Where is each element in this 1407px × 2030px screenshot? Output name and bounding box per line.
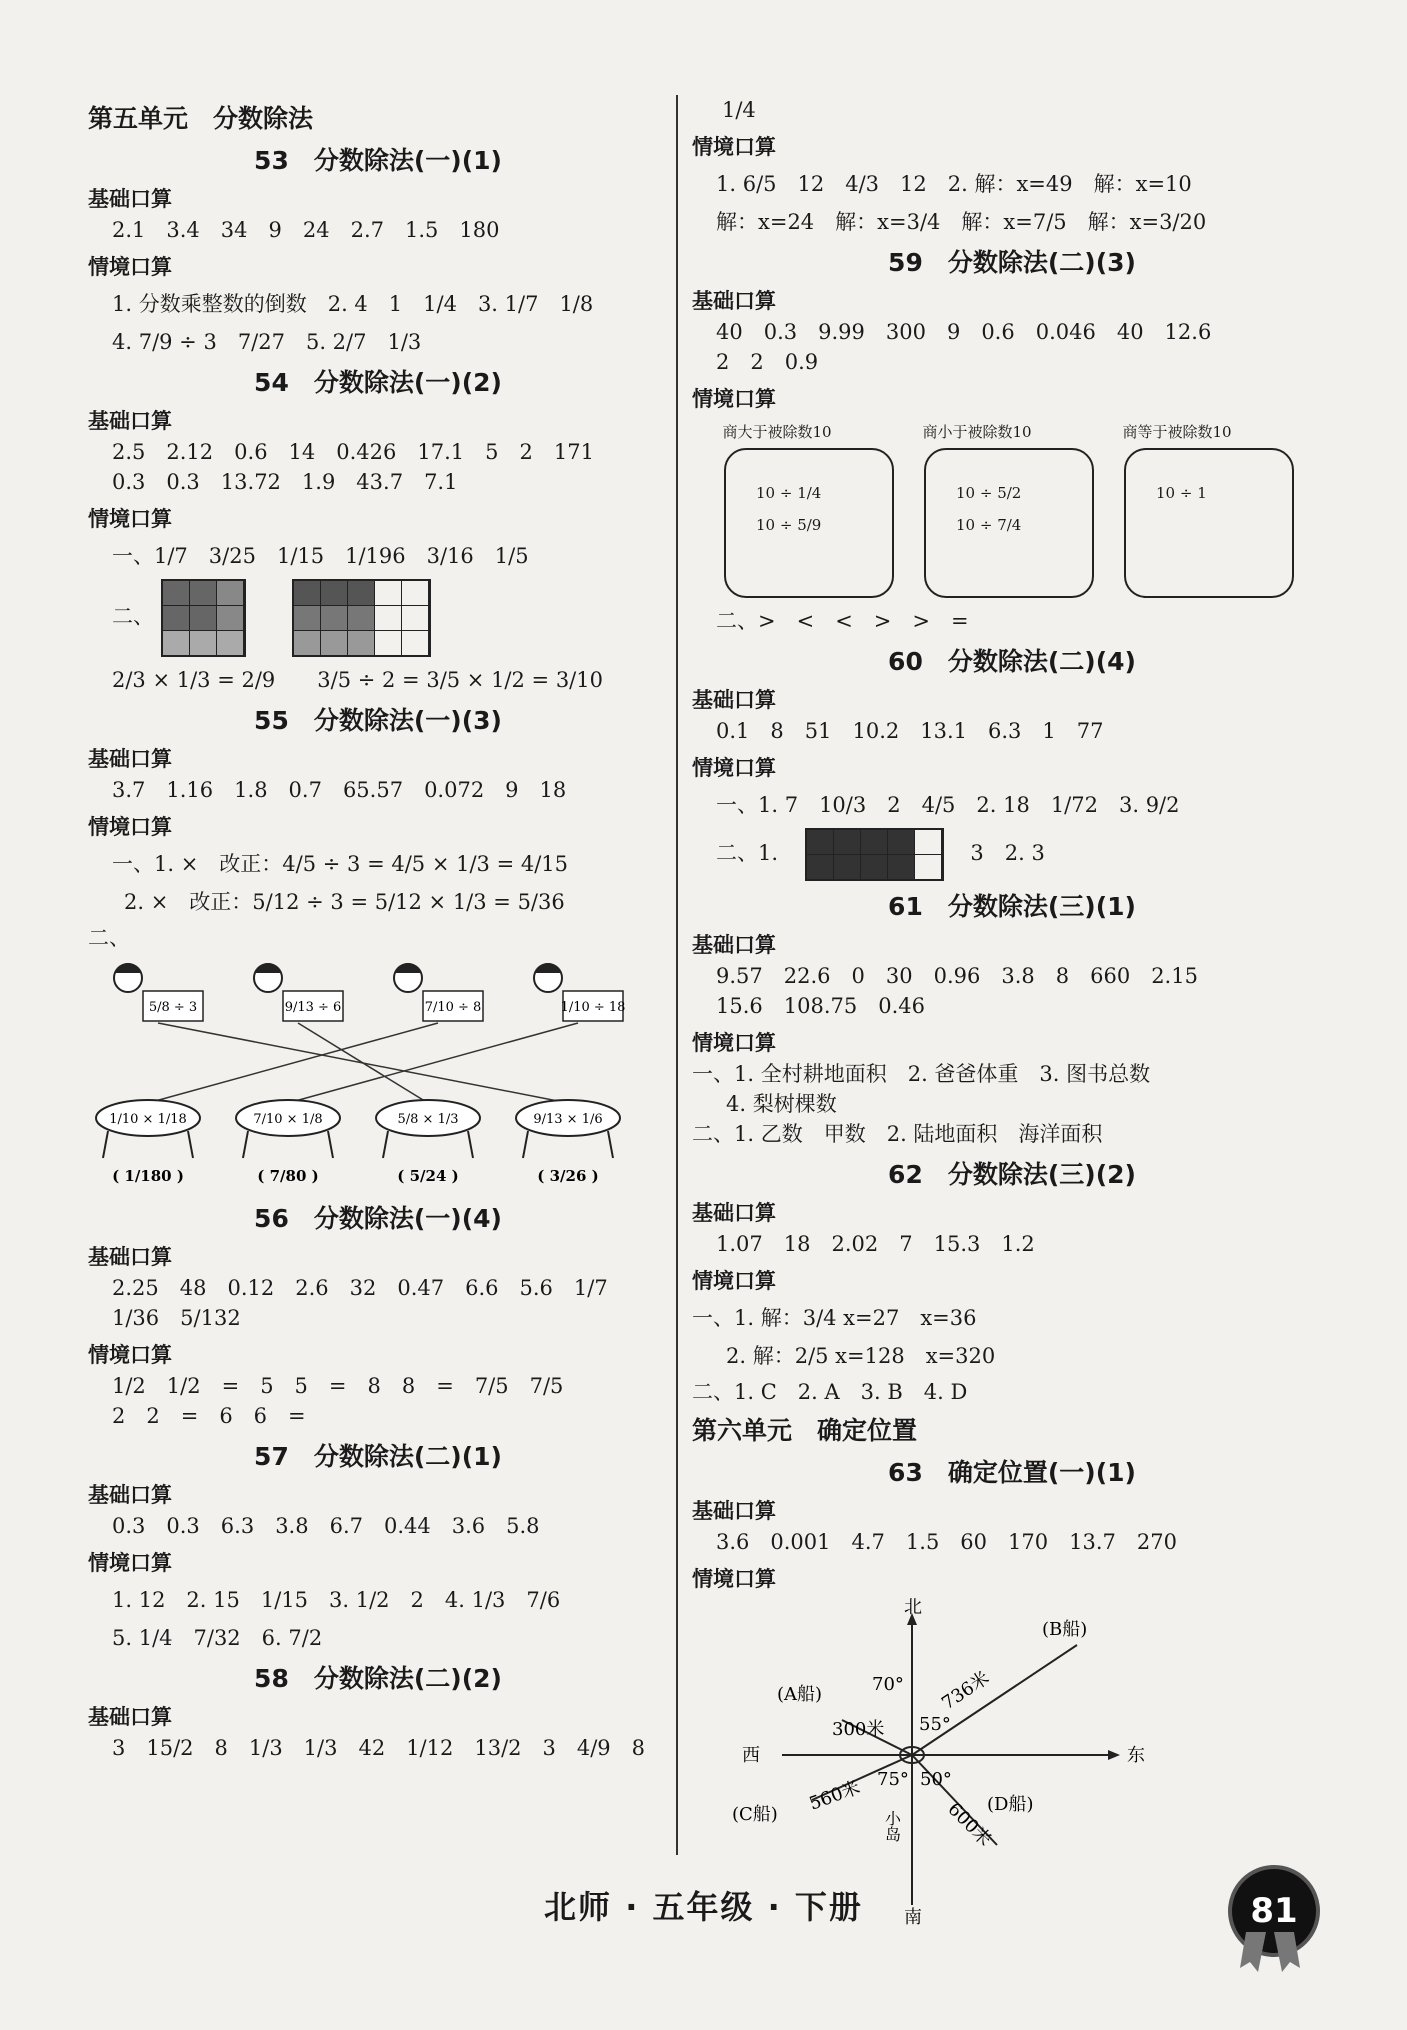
angle-50: 50°	[920, 1769, 952, 1790]
table-leg	[383, 1131, 388, 1158]
match-line	[298, 1023, 428, 1103]
basic-label: 基础口算	[692, 1499, 776, 1523]
angle-75: 75°	[877, 1769, 909, 1790]
d-ship-label: (D船)	[987, 1794, 1034, 1815]
c-ship-label: (C船)	[732, 1804, 778, 1825]
answer-line: 40 0.3 9.99 300 9 0.6 0.046 40 12.6	[716, 320, 1212, 344]
situation-label: 情境口算	[692, 1269, 776, 1293]
table-leg	[468, 1131, 473, 1158]
table-text: 7/10 × 1/8	[253, 1112, 323, 1127]
situation-label: 情境口算	[692, 756, 776, 780]
situation-label: 情境口算	[88, 507, 172, 531]
answer-line: 5. 1/4 7/32 6. 7/2	[112, 1626, 323, 1650]
lesson-54-title: 54 分数除法(一)(2)	[254, 368, 502, 397]
result-text: ( 5/24 )	[397, 1167, 459, 1185]
basic-label: 基础口算	[692, 933, 776, 957]
north-label: 北	[904, 1597, 922, 1618]
answer-line: 15.6 108.75 0.46	[716, 994, 925, 1018]
answer-box	[724, 448, 894, 598]
angle-70: 70°	[872, 1674, 904, 1695]
situation-label: 情境口算	[88, 255, 172, 279]
answer-line: 3.7 1.16 1.8 0.7 65.57 0.072 9 18	[112, 778, 567, 802]
table-leg	[243, 1131, 248, 1158]
answer-line: 一、1. 全村耕地面积 2. 爸爸体重 3. 图书总数	[692, 1062, 1151, 1086]
answer-line: 9.57 22.6 0 30 0.96 3.8 8 660 2.15	[716, 964, 1198, 988]
box-header: 商小于被除数10	[922, 423, 1032, 441]
shaded-grid-figure	[292, 579, 431, 657]
lesson-58-title: 58 分数除法(二)(2)	[254, 1664, 502, 1693]
answer-line: 1/4	[722, 98, 756, 122]
card-text: 7/10 ÷ 8	[424, 1000, 482, 1015]
b-ship-label: (B船)	[1042, 1619, 1088, 1640]
answer-line: 一、1. 7 10/3 2 4/5 2. 18 1/72 3. 9/2	[716, 793, 1180, 817]
lesson-57-title: 57 分数除法(二)(1)	[254, 1442, 502, 1471]
answer-line: 一、1. × 改正：4/5 ÷ 3 = 4/5 × 1/3 = 4/15	[112, 852, 569, 876]
answer-box	[924, 448, 1094, 598]
left-column	[88, 95, 668, 1763]
box-item: 10 ÷ 5/9	[756, 516, 822, 534]
result-text: ( 7/80 )	[257, 1167, 319, 1185]
page-footer: 北师 · 五年级 · 下册	[544, 1888, 863, 1926]
answer-line: 4. 7/9 ÷ 3 7/27 5. 2/7 1/3	[112, 330, 422, 354]
situation-label: 情境口算	[88, 815, 172, 839]
item-prefix: 二、1.	[716, 841, 779, 865]
child-hair-icon	[534, 963, 562, 973]
unit-title: 第六单元 确定位置	[692, 1416, 918, 1445]
east-label: 东	[1127, 1745, 1145, 1766]
lesson-56-title: 56 分数除法(一)(4)	[254, 1204, 502, 1233]
basic-label: 基础口算	[692, 688, 776, 712]
answer-line: 2.25 48 0.12 2.6 32 0.47 6.6 5.6 1/7	[112, 1276, 608, 1300]
answer-line: 3.6 0.001 4.7 1.5 60 170 13.7 270	[716, 1530, 1177, 1554]
table-leg	[328, 1131, 333, 1158]
lesson-60-title: 60 分数除法(二)(4)	[888, 647, 1136, 676]
island-label: 小岛	[882, 1810, 902, 1842]
item-suffix: 3 2. 3	[970, 841, 1045, 865]
answer-line: 2 2 = 6 6 =	[112, 1404, 306, 1428]
answer-line: 一、1. 解：3/4 x=27 x=36	[692, 1306, 977, 1330]
answer-line: 3 15/2 8 1/3 1/3 42 1/12 13/2 3 4/9 8	[112, 1736, 646, 1760]
card-text: 9/13 ÷ 6	[284, 1000, 342, 1015]
answer-line: 2. × 改正：5/12 ÷ 3 = 5/12 × 1/3 = 5/36	[124, 890, 565, 914]
answer-line: 2 2 0.9	[716, 350, 819, 374]
answer-line: 1. 6/5 12 4/3 12 2. 解：x=49 解：x=10	[716, 172, 1192, 196]
answer-boxes	[724, 448, 1332, 598]
column-divider	[676, 95, 678, 1855]
answer-line: 1/2 1/2 = 5 5 = 8 8 = 7/5 7/5	[112, 1374, 564, 1398]
answer-line: 2.1 3.4 34 9 24 2.7 1.5 180	[112, 218, 500, 242]
position-map	[732, 1595, 1212, 1925]
child-hair-icon	[114, 963, 142, 973]
answer-line: 2.5 2.12 0.6 14 0.426 17.1 5 2 171	[112, 440, 594, 464]
answer-line: 二、> < < > > =	[716, 609, 969, 633]
situation-label: 情境口算	[88, 1551, 172, 1575]
situation-label: 情境口算	[692, 387, 776, 411]
c-distance: 560米	[806, 1777, 863, 1815]
b-distance: 736米	[938, 1667, 994, 1715]
item-prefix: 二、	[88, 926, 130, 950]
shaded-bar-figure	[805, 828, 944, 881]
basic-label: 基础口算	[88, 409, 172, 433]
lesson-55-title: 55 分数除法(一)(3)	[254, 706, 502, 735]
box-header: 商大于被除数10	[722, 423, 832, 441]
table-text: 1/10 × 1/18	[109, 1112, 187, 1127]
answer-line: 1/36 5/132	[112, 1306, 241, 1330]
lesson-59-title: 59 分数除法(二)(3)	[888, 248, 1136, 277]
answer-line: 1. 分数乘整数的倒数 2. 4 1 1/4 3. 1/7 1/8	[112, 292, 594, 316]
match-line	[288, 1023, 578, 1103]
basic-label: 基础口算	[88, 747, 172, 771]
item-prefix: 二、	[112, 604, 154, 629]
box-item: 10 ÷ 5/2	[956, 484, 1022, 502]
basic-label: 基础口算	[692, 289, 776, 313]
card-text: 1/10 ÷ 18	[560, 1000, 626, 1015]
answer-line: 1. 12 2. 15 1/15 3. 1/2 2 4. 1/3 7/6	[112, 1588, 561, 1612]
basic-label: 基础口算	[88, 1245, 172, 1269]
result-text: ( 3/26 )	[537, 1167, 599, 1185]
child-hair-icon	[394, 963, 422, 973]
answer-line: 二、1. C 2. A 3. B 4. D	[692, 1380, 968, 1404]
result-text: ( 1/180 )	[112, 1167, 184, 1185]
answer-line	[716, 828, 1332, 881]
table-text: 5/8 × 1/3	[397, 1112, 459, 1127]
situation-label: 情境口算	[88, 1343, 172, 1367]
table-leg	[608, 1131, 613, 1158]
table-leg	[523, 1131, 528, 1158]
matching-figure	[88, 953, 648, 1193]
box-headers	[692, 421, 1332, 442]
answer-line: 二、1. 乙数 甲数 2. 陆地面积 海洋面积	[692, 1122, 1103, 1146]
b-ship-line	[912, 1645, 1077, 1755]
ribbon-icon	[1238, 1932, 1302, 1972]
match-line	[148, 1023, 438, 1103]
lesson-63-title: 63 确定位置(一)(1)	[888, 1458, 1136, 1487]
answer-line: 2. 解：2/5 x=128 x=320	[726, 1344, 996, 1368]
lesson-61-title: 61 分数除法(三)(1)	[888, 892, 1136, 921]
west-label: 西	[742, 1745, 760, 1766]
lesson-62-title: 62 分数除法(三)(2)	[888, 1160, 1136, 1189]
answer-line: 4. 梨树棵数	[726, 1092, 837, 1116]
child-hair-icon	[254, 963, 282, 973]
unit-title: 第五单元 分数除法	[88, 104, 314, 133]
situation-label: 情境口算	[692, 1567, 776, 1591]
table-leg	[188, 1131, 193, 1158]
answer-line: 一、1/7 3/25 1/15 1/196 3/16 1/5	[112, 544, 529, 568]
east-arrow-icon	[1108, 1750, 1120, 1760]
answer-line: 0.1 8 51 10.2 13.1 6.3 1 77	[716, 719, 1104, 743]
page-number: 81	[1250, 1891, 1298, 1931]
box-header: 商等于被除数10	[1122, 423, 1232, 441]
box-item: 10 ÷ 1/4	[756, 484, 822, 502]
answer-line: 0.3 0.3 13.72 1.9 43.7 7.1	[112, 470, 458, 494]
south-label: 南	[904, 1907, 922, 1925]
lesson-53-title: 53 分数除法(一)(1)	[254, 146, 502, 175]
basic-label: 基础口算	[88, 1483, 172, 1507]
answer-line: 1.07 18 2.02 7 15.3 1.2	[716, 1232, 1035, 1256]
box-item: 10 ÷ 7/4	[956, 516, 1022, 534]
situation-label: 情境口算	[692, 135, 776, 159]
answer-line: 解：x=24 解：x=3/4 解：x=7/5 解：x=3/20	[716, 210, 1207, 234]
grid-figures	[112, 579, 668, 657]
a-ship-label: (A船)	[777, 1684, 823, 1705]
a-distance: 300米	[832, 1719, 885, 1740]
situation-label: 情境口算	[692, 1031, 776, 1055]
basic-label: 基础口算	[88, 187, 172, 211]
angle-55: 55°	[919, 1714, 951, 1735]
basic-label: 基础口算	[692, 1201, 776, 1225]
shaded-grid-figure	[161, 579, 246, 657]
table-text: 9/13 × 1/6	[533, 1112, 603, 1127]
card-text: 5/8 ÷ 3	[148, 1000, 198, 1015]
d-distance: 600米	[943, 1798, 996, 1851]
right-column	[692, 95, 1332, 1925]
answer-line: 0.3 0.3 6.3 3.8 6.7 0.44 3.6 5.8	[112, 1514, 540, 1538]
answer-line: 2/3 × 1/3 = 2/9 3/5 ÷ 2 = 3/5 × 1/2 = 3/10	[112, 668, 603, 692]
answer-box	[1124, 448, 1294, 598]
table-leg	[103, 1131, 108, 1158]
box-item: 10 ÷ 1	[1156, 484, 1207, 502]
basic-label: 基础口算	[88, 1705, 172, 1729]
